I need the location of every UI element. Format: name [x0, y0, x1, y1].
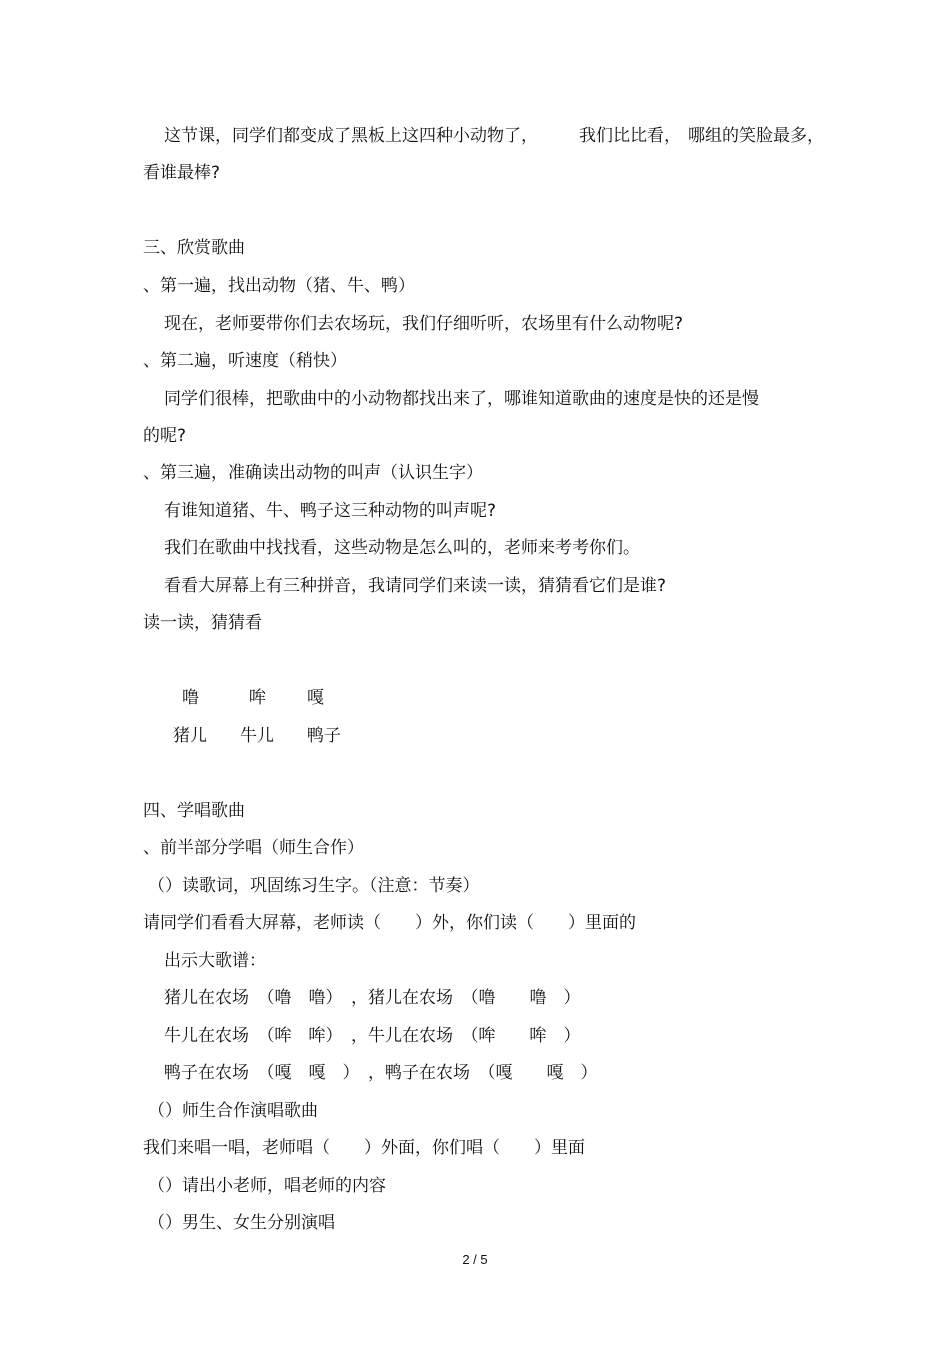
char-lu: 噜: [182, 688, 199, 708]
item-cooperative-singing: （）师生合作演唱歌曲: [148, 1101, 318, 1121]
item-little-teacher: （）请出小老师，唱老师的内容: [148, 1176, 386, 1196]
paragraph-sing: 我们来唱一唱，老师唱（ ）外面，你们唱（ ）里面: [143, 1138, 585, 1158]
lyric-line-cow: 牛儿在农场 （哞 哞） ，牛儿在农场 （哞 哞 ）: [164, 1026, 581, 1046]
label-read-guess: 读一读，猜猜看: [143, 613, 262, 633]
paragraph-screen: 请同学们看看大屏幕，老师读（ ）外，你们读（ ）里面的: [143, 913, 636, 933]
step-first-half: 、前半部分学唱（师生合作）: [143, 838, 364, 858]
paragraph-intro-part2: 我们比比看，: [579, 126, 681, 146]
word-cow: 牛儿: [240, 726, 274, 746]
item-boys-girls: （）男生、女生分别演唱: [148, 1213, 335, 1233]
heading-section-3: 三、欣赏歌曲: [143, 238, 245, 258]
page-number: 2 / 5: [462, 1252, 488, 1267]
paragraph-intro-part3: 哪组的笑脸最多，: [688, 126, 824, 146]
paragraph-farm: 现在，老师要带你们去农场玩，我们仔细听听，农场里有什么动物呢?: [164, 314, 684, 334]
label-show-score: 出示大歌谱：: [164, 951, 266, 971]
lyric-line-duck: 鸭子在农场 （嘎 嘎 ） ，鸭子在农场 （嘎 嘎 ）: [164, 1063, 598, 1083]
paragraph-calls-question: 有谁知道猪、牛、鸭子这三种动物的叫声呢?: [164, 501, 497, 521]
step-third-listen: 、第三遍，准确读出动物的叫声（认识生字）: [143, 463, 483, 483]
heading-section-4: 四、学唱歌曲: [143, 801, 245, 821]
char-ga: 嘎: [307, 688, 324, 708]
word-pig: 猪儿: [173, 726, 207, 746]
paragraph-speed: 同学们很棒，把歌曲中的小动物都找出来了，哪谁知道歌曲的速度是快的还是慢: [164, 389, 759, 409]
word-duck: 鸭子: [307, 726, 341, 746]
step-first-listen: 、第一遍，找出动物（猪、牛、鸭）: [143, 276, 415, 296]
paragraph-intro-cont: 看谁最棒?: [143, 163, 221, 183]
lyric-line-pig: 猪儿在农场 （噜 噜） ，猪儿在农场 （噜 噜 ）: [164, 988, 581, 1008]
paragraph-find-calls: 我们在歌曲中找找看，这些动物是怎么叫的，老师来考考你们。: [164, 538, 640, 558]
paragraph-intro-part1: 这节课，同学们都变成了黑板上这四种小动物了，: [164, 126, 538, 146]
paragraph-speed-cont: 的呢?: [143, 426, 187, 446]
char-mou: 哞: [249, 688, 266, 708]
paragraph-pinyin: 看看大屏幕上有三种拼音，我请同学们来读一读，猜猜看它们是谁?: [164, 576, 667, 596]
step-second-listen: 、第二遍，听速度（稍快）: [143, 351, 347, 371]
item-read-lyrics: （）读歌词，巩固练习生字。（注意：节奏）: [148, 876, 480, 896]
